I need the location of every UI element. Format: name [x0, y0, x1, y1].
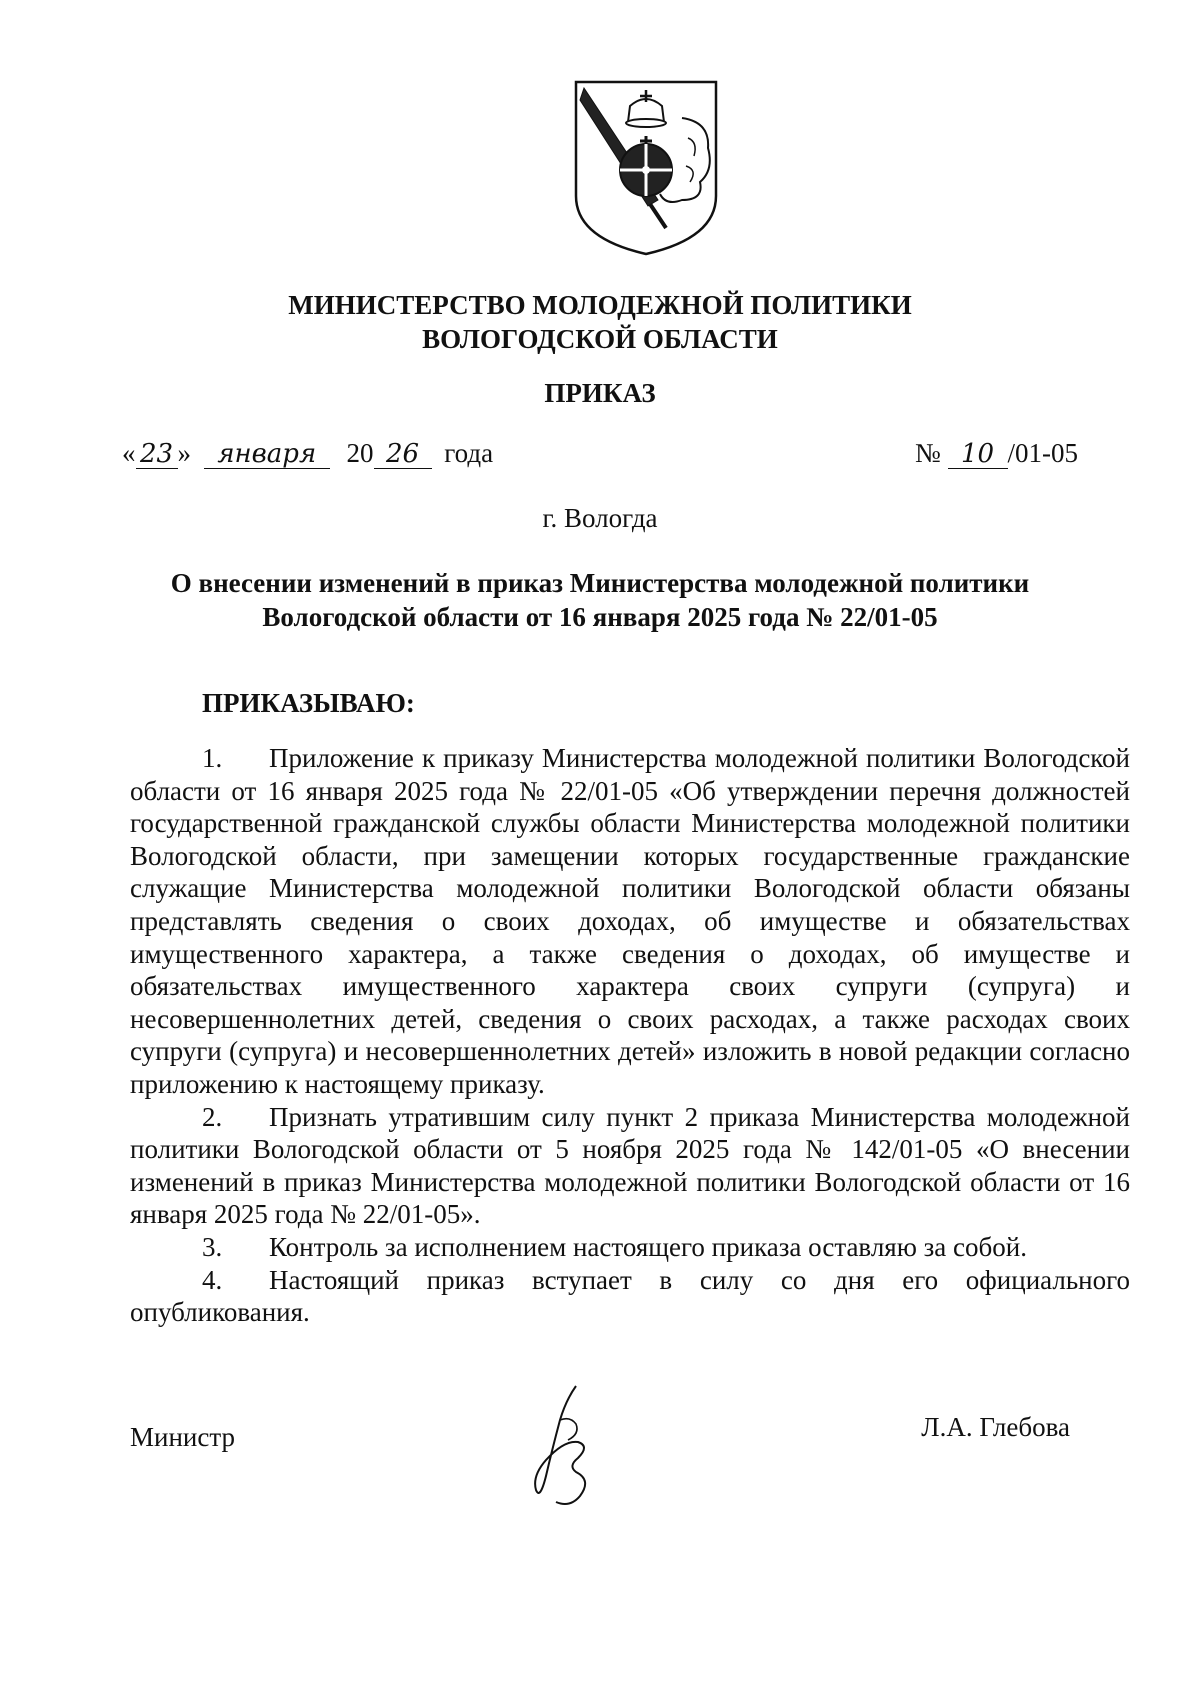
number-value: 10 [948, 440, 1008, 469]
order-item-2 [130, 1101, 1130, 1231]
coat-of-arms-emblem [570, 78, 722, 258]
subject-line1: О внесении изменений в приказ Министерства молодежной политики [170, 568, 1030, 598]
date-close-quote: » [177, 438, 191, 468]
handwritten-signature [506, 1380, 616, 1520]
date-year-suffix: 26 [374, 440, 432, 469]
ministry-name-line1: МИНИСТЕРСТВО МОЛОДЕЖНОЙ ПОЛИТИКИ [288, 290, 912, 320]
order-number [915, 436, 1078, 470]
number-suffix: /01-05 [1007, 438, 1078, 468]
subject-line2: Вологодской области от 16 января 2025 года № 22/01-05 [262, 602, 938, 632]
date-day: 23 [136, 440, 178, 469]
item-number: 1. [202, 743, 223, 773]
document-type: ПРИКАЗ [544, 378, 656, 408]
order-subject [140, 566, 1060, 634]
city: г. Вологда [542, 503, 658, 533]
date-year-prefix: 20 [346, 438, 374, 468]
signatory-name: Л.А. Глебова [921, 1412, 1070, 1442]
item-number: 2. [202, 1101, 223, 1132]
item-number: 3. [202, 1231, 223, 1262]
date-year-word: года [444, 438, 494, 468]
order-item-4 [130, 1264, 1130, 1329]
order-item-3 [130, 1231, 1130, 1264]
item-text: Контроль за исполнением настоящего приказа оставляю за собой. [269, 1231, 1027, 1262]
order-body [130, 742, 1130, 1329]
date-open-quote: « [122, 438, 136, 468]
item-text: Признать утратившим силу пункт 2 приказа Министерства молодежной политики Вологодской области от 5 ноября 2025 года № 142/01-05 «О внесении изменений в приказ Министерства молодежной политики Вологодской области от 16 января 2025 года № 22/01-05». [130, 1101, 1130, 1230]
signatory-title: Министр [130, 1422, 235, 1452]
item-text: Настоящий приказ вступает в силу со дня его официального опубликования. [130, 1264, 1130, 1328]
order-date [122, 436, 493, 470]
number-sign: № [914, 438, 941, 468]
order-item-1 [130, 742, 1130, 1101]
item-text: Приложение к приказу Министерства молодежной политики Вологодской области от 16 января 2025 года № 22/01-05 «Об утверждении перечня должностей государственной гражданской службы области Министерства молодежной политики Вологодской области, при замещении которых государственные гражданские служащие Министерства молодежной политики Вологодской области обязаны представлять сведения о своих доходах, об имуществе и обязательствах имущественного характера, а также сведения о доходах, об имуществе и обязательствах имущественного характера своих супруги (супруга) и несовершеннолетних детей, сведения о своих расходах, а также расходах своих супруги (супруга) и несовершеннолетних детей» изложить в новой редакции согласно приложению к настоящему приказу. [130, 743, 1130, 1099]
item-number: 4. [202, 1264, 223, 1295]
ministry-name-line2: ВОЛОГОДСКОЙ ОБЛАСТИ [422, 324, 778, 354]
order-heading: ПРИКАЗЫВАЮ: [202, 688, 415, 718]
date-month: января [204, 440, 330, 469]
